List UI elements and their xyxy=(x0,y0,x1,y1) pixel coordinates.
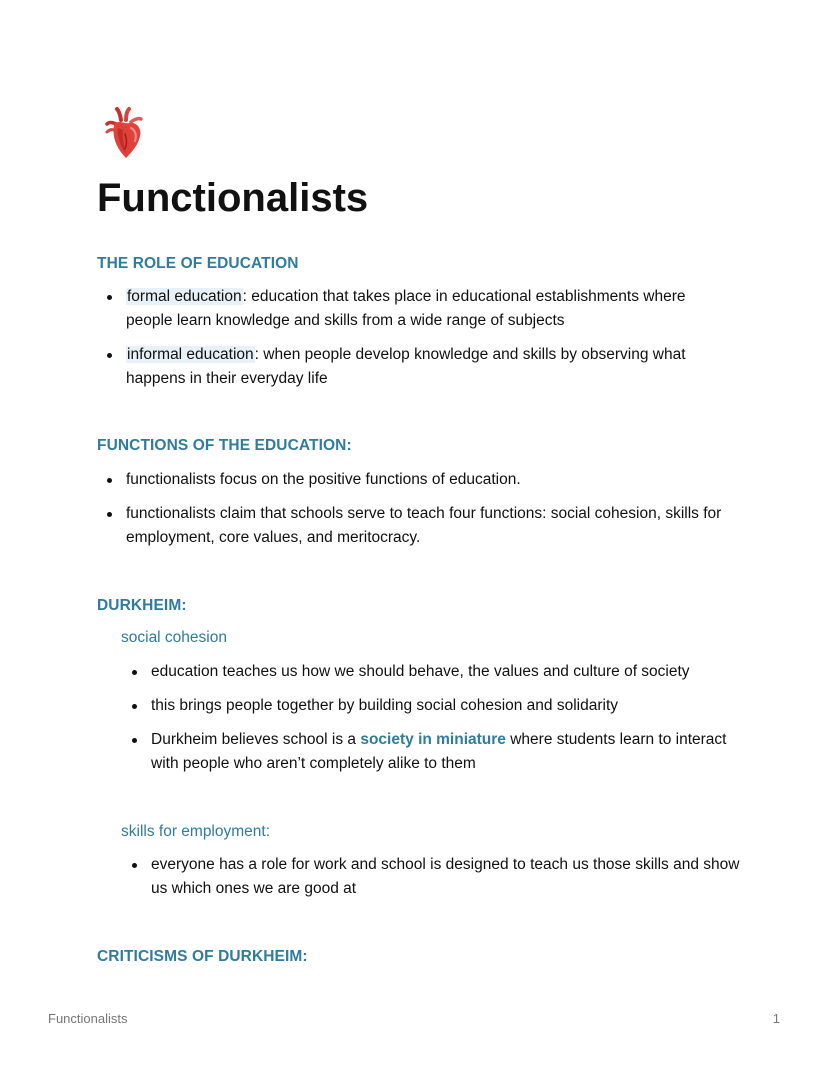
bullet xyxy=(107,295,112,300)
footer-page-number: 1 xyxy=(772,1011,780,1026)
list-item: Durkheim believes school is a society in miniature where students learn to interact with people who aren’t completely alike to them xyxy=(151,728,731,776)
list-item: functionalists focus on the positive functions of education. xyxy=(126,468,736,492)
anatomical-heart-icon xyxy=(104,106,148,162)
key-term: society in miniature xyxy=(360,731,506,748)
list-item: functionalists claim that schools serve to teach four functions: social cohesion, skills for employment, core values, and meritocracy. xyxy=(126,502,736,550)
page-title: Functionalists xyxy=(97,176,369,220)
highlighted-term: formal education xyxy=(127,288,242,305)
definition-text: education that takes place in educational establishments where people learn knowledge and skills from a wide range of subjects xyxy=(126,288,686,329)
subheading-social-cohesion: social cohesion xyxy=(121,629,227,646)
list-item: formal education: education that takes place in educational establishments where people learn knowledge and skills from a wide range of subjects xyxy=(126,285,726,333)
bullet xyxy=(132,670,137,675)
bullet xyxy=(107,512,112,517)
footer-document-title: Functionalists xyxy=(48,1011,128,1026)
section-heading-durkheim: DURKHEIM: xyxy=(97,597,187,614)
role-of-education-list xyxy=(126,285,726,401)
bullet xyxy=(107,478,112,483)
list-item: everyone has a role for work and school is designed to teach us those skills and show us which ones we are good at xyxy=(151,853,741,901)
skills-list xyxy=(151,853,741,911)
bullet xyxy=(132,704,137,709)
functions-list xyxy=(126,468,736,560)
definition-text: when people develop knowledge and skills by observing what happens in their everyday life xyxy=(126,346,686,387)
section-heading-role-of-education: THE ROLE OF EDUCATION xyxy=(97,255,299,272)
list-item: education teaches us how we should behave, the values and culture of society xyxy=(151,660,731,684)
bullet xyxy=(132,863,137,868)
highlighted-term: informal education xyxy=(127,346,254,363)
bullet xyxy=(107,353,112,358)
list-item: informal education: when people develop knowledge and skills by observing what happens in their everyday life xyxy=(126,343,726,391)
bullet xyxy=(132,738,137,743)
list-item: this brings people together by building social cohesion and solidarity xyxy=(151,694,731,718)
subheading-skills-for-employment: skills for employment: xyxy=(121,823,271,840)
social-cohesion-list xyxy=(151,660,731,786)
section-heading-functions: FUNCTIONS OF THE EDUCATION: xyxy=(97,437,352,454)
section-heading-criticisms: CRITICISMS OF DURKHEIM: xyxy=(97,948,308,965)
